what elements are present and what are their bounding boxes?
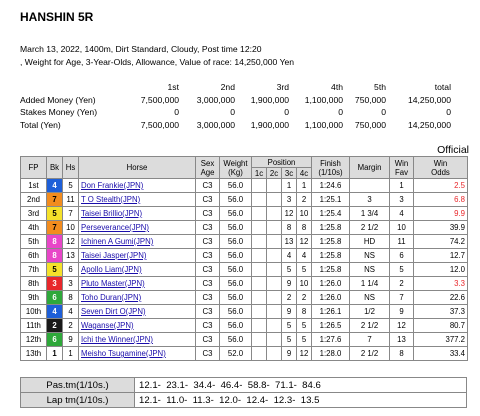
horse-name-link[interactable]: Apollo Liam(JPN) [81,265,142,274]
pos-3c: 13 [282,235,297,249]
win-favorite: 2 [390,277,414,291]
win-favorite: 3 [390,193,414,207]
pos-4c: 12 [297,235,312,249]
pos-4c: 2 [297,291,312,305]
header-win-fav-label: Win [394,158,409,168]
horse-name-link[interactable]: Taisei Jasper(JPN) [81,251,147,260]
finish-time: 1:25.8 [312,235,350,249]
prize-row-label: Added Money (Yen) [20,94,96,105]
prize-value: 7,500,000 [140,94,179,105]
win-odds: 39.9 [414,221,468,235]
horse-number: 9 [63,333,79,347]
results-table [20,156,468,361]
horse-name-cell [79,235,196,249]
header-bk: Bk [47,157,63,179]
header-pos-1c: 1c [252,168,267,179]
win-favorite: 7 [390,291,414,305]
horse-name-cell [79,277,196,291]
pos-2c [267,221,282,235]
prize-value: 14,250,000 [407,94,451,105]
margin: NS [350,263,390,277]
finish-position: 3rd [21,207,47,221]
bracket-number: 8 [47,249,63,263]
margin: 2 1/2 [350,221,390,235]
win-favorite: 9 [390,305,414,319]
margin: 3 [350,193,390,207]
horse-name-cell [79,333,196,347]
bracket-number: 3 [47,277,63,291]
margin: 2 1/2 [350,319,390,333]
horse-name-link[interactable]: Taisei Brillio(JPN) [81,209,143,218]
horse-name-cell [79,179,196,193]
bracket-number: 5 [47,263,63,277]
result-row [21,305,468,319]
lap-time-label: Lap tm(1/10s.) [21,393,135,408]
finish-time: 1:26.5 [312,319,350,333]
horse-name-cell [79,207,196,221]
finish-position: 7th [21,263,47,277]
sex-age: C3 [196,207,220,221]
sex-age: C3 [196,277,220,291]
horse-name-cell [79,305,196,319]
pos-4c: 12 [297,347,312,361]
pos-1c [252,347,267,361]
horse-number: 5 [63,179,79,193]
header-age-label: Age [200,167,215,177]
header-pos-3c: 3c [282,168,297,179]
horse-name-link[interactable]: Ichi the Winner(JPN) [81,335,153,344]
pos-1c [252,221,267,235]
header-fp: FP [21,157,47,179]
result-row [21,207,468,221]
result-row [21,333,468,347]
win-odds: 2.5 [414,179,468,193]
header-hs: Hs [63,157,79,179]
finish-time: 1:26.0 [312,277,350,291]
sex-age: C3 [196,249,220,263]
lap-time-values: 12.1- 11.0- 11.3- 12.0- 12.4- 12.3- 13.5 [135,393,467,408]
pos-1c [252,207,267,221]
prize-value: 0 [338,107,343,118]
horse-name-link[interactable]: T O Stealth(JPN) [81,195,141,204]
pos-2c [267,179,282,193]
pos-4c: 5 [297,319,312,333]
bracket-number: 7 [47,193,63,207]
horse-name-cell [79,249,196,263]
pos-3c: 5 [282,263,297,277]
weight: 56.0 [220,305,252,319]
horse-number: 10 [63,221,79,235]
passing-time-label: Pas.tm(1/10s.) [21,378,135,393]
sex-age: C3 [196,347,220,361]
horse-name-link[interactable]: Don Frankie(JPN) [81,181,144,190]
finish-position: 4th [21,221,47,235]
finish-position: 5th [21,235,47,249]
sex-age: C3 [196,193,220,207]
pos-4c: 4 [297,249,312,263]
prize-header-5th: 5th [374,82,386,93]
pos-2c [267,263,282,277]
pos-4c: 5 [297,333,312,347]
pos-4c: 1 [297,179,312,193]
prize-value: 0 [284,107,289,118]
race-title: HANSHIN 5R [20,10,94,24]
header-margin: Margin [350,157,390,179]
pos-2c [267,235,282,249]
result-row [21,263,468,277]
weight: 56.0 [220,249,252,263]
prize-value: 1,100,000 [304,94,343,105]
pos-3c: 2 [282,291,297,305]
horse-name-link[interactable]: Ichinen A Gumi(JPN) [81,237,154,246]
pos-3c: 5 [282,333,297,347]
pos-2c [267,305,282,319]
pos-1c [252,305,267,319]
margin [350,179,390,193]
pos-2c [267,347,282,361]
horse-name-cell [79,263,196,277]
finish-position: 1st [21,179,47,193]
margin: 1 3/4 [350,207,390,221]
official-label: Official [437,144,469,156]
prize-money-row [20,119,451,132]
header-fav-label: Fav [395,167,408,177]
horse-name-link[interactable]: Seven Dirt O(JPN) [81,307,146,316]
header-weight-unit: (Kg) [228,167,243,177]
header-win-odds-label: Win [433,158,448,168]
finish-position: 12th [21,333,47,347]
passing-time-values: 12.1- 23.1- 34.4- 46.4- 58.8- 71.1- 84.6 [135,378,467,393]
finish-position: 9th [21,291,47,305]
bracket-number: 1 [47,347,63,361]
weight: 56.0 [220,179,252,193]
result-row [21,249,468,263]
pos-2c [267,277,282,291]
weight: 52.0 [220,347,252,361]
sex-age: C3 [196,319,220,333]
finish-time: 1:24.6 [312,179,350,193]
weight: 56.0 [220,333,252,347]
win-odds: 22.6 [414,291,468,305]
header-weight [220,157,252,179]
pos-4c: 5 [297,263,312,277]
finish-position: 11th [21,319,47,333]
pos-1c [252,291,267,305]
pos-2c [267,291,282,305]
pos-4c: 10 [297,207,312,221]
finish-time: 1:25.4 [312,207,350,221]
pos-4c: 8 [297,221,312,235]
header-finish-unit: (1/10s) [318,167,343,177]
finish-position: 10th [21,305,47,319]
bracket-number: 2 [47,319,63,333]
horse-number: 13 [63,249,79,263]
win-odds: 12.7 [414,249,468,263]
win-favorite: 6 [390,249,414,263]
prize-header-4th: 4th [331,82,343,93]
win-odds: 377.2 [414,333,468,347]
sex-age: C3 [196,235,220,249]
prize-money-row [20,106,451,119]
horse-name-link[interactable]: Toho Duran(JPN) [81,293,142,302]
prize-value: 1,100,000 [304,119,343,130]
pos-1c [252,277,267,291]
sex-age: C3 [196,221,220,235]
margin: 1 1/4 [350,277,390,291]
pos-2c [267,193,282,207]
weight: 56.0 [220,235,252,249]
prize-header-3rd: 3rd [276,82,289,93]
margin: 2 1/2 [350,347,390,361]
pos-3c: 9 [282,277,297,291]
margin: 1/2 [350,305,390,319]
weight: 56.0 [220,277,252,291]
horse-name-cell [79,319,196,333]
prize-header-2nd: 2nd [220,82,235,93]
win-odds: 37.3 [414,305,468,319]
result-row [21,319,468,333]
win-odds: 9.9 [414,207,468,221]
pos-3c: 8 [282,221,297,235]
sex-age: C3 [196,333,220,347]
header-win-fav [390,157,414,179]
pos-4c: 10 [297,277,312,291]
sex-age: C3 [196,305,220,319]
win-favorite: 11 [390,235,414,249]
horse-name-link[interactable]: Perseverance(JPN) [81,223,150,232]
result-row [21,277,468,291]
prize-money-header-row [20,81,451,94]
finish-time: 1:25.8 [312,249,350,263]
finish-position: 8th [21,277,47,291]
horse-name-cell [79,347,196,361]
horse-name-cell [79,291,196,305]
lap-time-row [21,393,467,408]
weight: 56.0 [220,319,252,333]
finish-position: 2nd [21,193,47,207]
finish-time: 1:25.1 [312,193,350,207]
header-weight-label: Weight [223,158,248,168]
sex-age: C3 [196,179,220,193]
win-odds: 80.7 [414,319,468,333]
weight: 56.0 [220,291,252,305]
header-position: Position [252,157,312,168]
finish-time: 1:27.6 [312,333,350,347]
prize-money-table [20,81,451,131]
weight: 56.0 [220,263,252,277]
header-finish-label: Finish [320,158,341,168]
finish-position: 13th [21,347,47,361]
horse-number: 12 [63,235,79,249]
horse-number: 4 [63,305,79,319]
horse-number: 3 [63,277,79,291]
pos-3c: 3 [282,193,297,207]
prize-value: 0 [174,107,179,118]
margin: NS [350,249,390,263]
prize-value: 0 [230,107,235,118]
bracket-number: 4 [47,305,63,319]
pos-2c [267,333,282,347]
win-favorite: 5 [390,263,414,277]
weight: 56.0 [220,207,252,221]
win-favorite: 10 [390,221,414,235]
horse-name-link[interactable]: Pluto Master(JPN) [81,279,145,288]
pos-1c [252,333,267,347]
header-pos-2c: 2c [267,168,282,179]
prize-row-label: Total (Yen) [20,119,61,130]
pos-3c: 1 [282,179,297,193]
prize-value: 3,000,000 [196,94,235,105]
bracket-number: 6 [47,333,63,347]
prize-value: 0 [446,107,451,118]
win-favorite: 4 [390,207,414,221]
pos-3c: 4 [282,249,297,263]
win-favorite: 13 [390,333,414,347]
pos-1c [252,193,267,207]
results-header-row [21,157,468,168]
horse-number: 6 [63,263,79,277]
finish-time: 1:25.8 [312,263,350,277]
finish-time: 1:28.0 [312,347,350,361]
horse-name-cell [79,193,196,207]
results-body [21,179,468,361]
win-odds: 33.4 [414,347,468,361]
race-info-line-1: March 13, 2022, 1400m, Dirt Standard, Cloudy, Post time 12:20 [20,44,262,54]
horse-name-link[interactable]: Meisho Tsugamine(JPN) [81,349,166,358]
header-finish [312,157,350,179]
finish-position: 6th [21,249,47,263]
bracket-number: 8 [47,235,63,249]
result-row [21,291,468,305]
prize-header-1st: 1st [167,82,179,93]
prize-value: 750,000 [354,94,386,105]
horse-number: 11 [63,193,79,207]
race-info-line-2: , Weight for Age, 3-Year-Olds, Allowance, Value of race: 14,250,000 Yen [20,57,295,67]
win-odds: 12.0 [414,263,468,277]
prize-header-total: total [434,82,451,93]
bracket-number: 7 [47,221,63,235]
prize-value: 7,500,000 [140,119,179,130]
pos-3c: 5 [282,319,297,333]
prize-value: 1,900,000 [250,94,289,105]
bracket-number: 5 [47,207,63,221]
finish-time: 1:26.0 [312,291,350,305]
header-sex-age [196,157,220,179]
horse-number: 1 [63,347,79,361]
pos-4c: 2 [297,193,312,207]
pos-2c [267,249,282,263]
pos-1c [252,179,267,193]
win-favorite: 8 [390,347,414,361]
passing-time-row [21,378,467,393]
win-odds: 74.2 [414,235,468,249]
margin: NS [350,291,390,305]
prize-value: 14,250,000 [407,119,451,130]
bracket-number: 4 [47,179,63,193]
weight: 56.0 [220,193,252,207]
pos-3c: 9 [282,305,297,319]
prize-money-row [20,94,451,107]
sex-age: C3 [196,263,220,277]
finish-time: 1:26.1 [312,305,350,319]
margin: HD [350,235,390,249]
header-horse: Horse [79,157,196,179]
weight: 56.0 [220,221,252,235]
prize-row-label: Stakes Money (Yen) [20,107,98,118]
result-row [21,179,468,193]
pos-3c: 12 [282,207,297,221]
header-sex-label: Sex [200,158,215,168]
horse-number: 8 [63,291,79,305]
win-favorite: 1 [390,179,414,193]
pos-3c: 9 [282,347,297,361]
result-row [21,193,468,207]
result-row [21,235,468,249]
prize-money-corner [20,81,136,94]
header-pos-4c: 4c [297,168,312,179]
finish-time: 1:25.8 [312,221,350,235]
pos-1c [252,319,267,333]
prize-value: 3,000,000 [196,119,235,130]
result-row [21,347,468,361]
horse-name-cell [79,221,196,235]
horse-number: 7 [63,207,79,221]
pos-1c [252,235,267,249]
pos-2c [267,319,282,333]
bracket-number: 6 [47,291,63,305]
prize-value: 1,900,000 [250,119,289,130]
horse-name-link[interactable]: Waganse(JPN) [81,321,134,330]
win-odds: 6.8 [414,193,468,207]
header-odds-label: Odds [431,167,450,177]
result-row [21,221,468,235]
prize-value: 750,000 [354,119,386,130]
sex-age: C3 [196,291,220,305]
pos-4c: 8 [297,305,312,319]
margin: 7 [350,333,390,347]
pos-1c [252,249,267,263]
pos-2c [267,207,282,221]
win-odds: 3.3 [414,277,468,291]
win-favorite: 12 [390,319,414,333]
horse-number: 2 [63,319,79,333]
prize-value: 0 [381,107,386,118]
pos-1c [252,263,267,277]
header-win-odds [414,157,468,179]
times-table [20,377,467,408]
